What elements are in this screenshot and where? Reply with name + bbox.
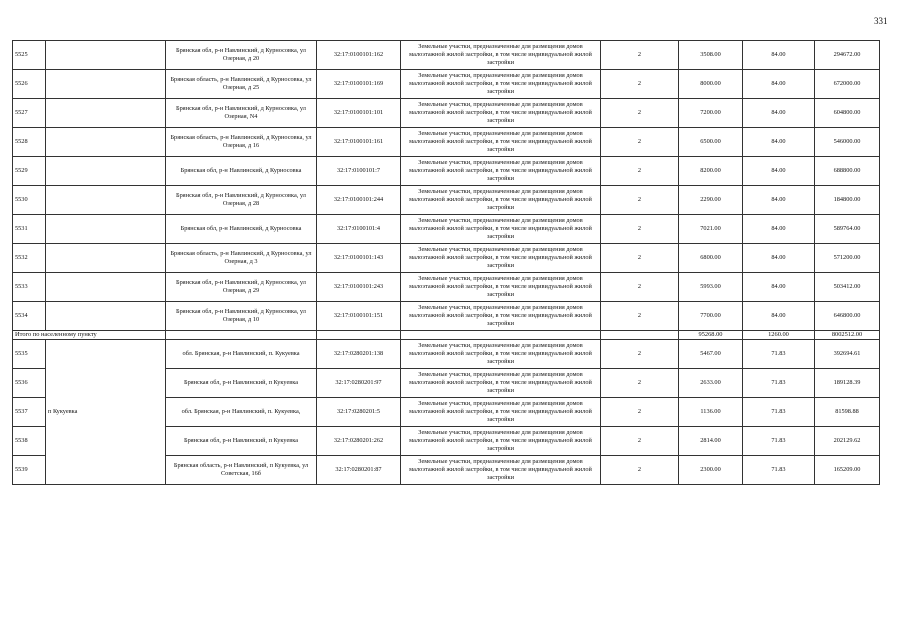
row-number: 5537 — [13, 398, 46, 427]
area-cell: 2633.00 — [679, 369, 743, 398]
cadastral-number: 32:17:0100101:161 — [317, 128, 401, 157]
rate-cell: 84.00 — [743, 186, 815, 215]
row-number: 5531 — [13, 215, 46, 244]
group-cell: 2 — [601, 398, 679, 427]
land-use-cell: Земельные участки, предназначенные для размещения домов малоэтажной жилой застройки, в том числе индивидуальной жилой застройки — [401, 244, 601, 273]
value-cell: 503412.00 — [815, 273, 880, 302]
settlement-cell — [46, 215, 166, 244]
row-number: 5539 — [13, 456, 46, 485]
settlement-cell — [46, 186, 166, 215]
value-cell: 165209.00 — [815, 456, 880, 485]
area-cell: 7700.00 — [679, 302, 743, 331]
row-number: 5526 — [13, 70, 46, 99]
rate-cell: 71.83 — [743, 340, 815, 369]
value-cell: 392694.61 — [815, 340, 880, 369]
land-use-cell: Земельные участки, предназначенные для размещения домов малоэтажной жилой застройки, в том числе индивидуальной жилой застройки — [401, 302, 601, 331]
table-row — [13, 99, 880, 128]
land-use-cell: Земельные участки, предназначенные для размещения домов малоэтажной жилой застройки, в том числе индивидуальной жилой застройки — [401, 456, 601, 485]
table-row — [13, 128, 880, 157]
table-body — [13, 41, 880, 485]
address-cell: Брянская область, р-н Навлинский, п Кукуевка, ул Советская, 16б — [166, 456, 317, 485]
cadastral-number: 32:17:0100101:162 — [317, 41, 401, 70]
address-cell: Брянская область, р-н Навлинский, д Курносовка, ул Озерная, д 16 — [166, 128, 317, 157]
value-cell: 202129.62 — [815, 427, 880, 456]
value-cell: 546000.00 — [815, 128, 880, 157]
row-number: 5527 — [13, 99, 46, 128]
rate-cell: 84.00 — [743, 273, 815, 302]
address-cell: Брянская обл, р-н Навлинский, п Кукуевка — [166, 369, 317, 398]
total-label: Итого по населенному пункту — [13, 331, 166, 340]
table-row — [13, 302, 880, 331]
group-cell: 2 — [601, 70, 679, 99]
cadastral-number: 32:17:0280201:262 — [317, 427, 401, 456]
cadastral-number: 32:17:0100101:169 — [317, 70, 401, 99]
area-cell: 1136.00 — [679, 398, 743, 427]
row-number: 5538 — [13, 427, 46, 456]
table-row — [13, 244, 880, 273]
area-cell: 6500.00 — [679, 128, 743, 157]
settlement-cell — [46, 128, 166, 157]
address-cell: Брянская обл, р-н Навлинский, д Курносовка, ул Озерная, N4 — [166, 99, 317, 128]
table-row — [13, 215, 880, 244]
value-cell: 81598.88 — [815, 398, 880, 427]
group-cell: 2 — [601, 215, 679, 244]
total-rate: 1260.00 — [743, 331, 815, 340]
group-cell: 2 — [601, 244, 679, 273]
rate-cell: 84.00 — [743, 244, 815, 273]
cadastral-number: 32:17:0100101:7 — [317, 157, 401, 186]
area-cell: 7021.00 — [679, 215, 743, 244]
area-cell: 2290.00 — [679, 186, 743, 215]
settlement-cell — [46, 244, 166, 273]
address-cell: Брянская область, р-н Навлинский, д Курносовка, ул Озерная, д 25 — [166, 70, 317, 99]
group-cell: 2 — [601, 41, 679, 70]
cadastral-number: 32:17:0100101:143 — [317, 244, 401, 273]
land-use-cell: Земельные участки, предназначенные для размещения домов малоэтажной жилой застройки, в том числе индивидуальной жилой застройки — [401, 369, 601, 398]
valuation-table — [12, 40, 880, 485]
cadastral-number: 32:17:0280201:97 — [317, 369, 401, 398]
rate-cell: 84.00 — [743, 70, 815, 99]
cadastral-number: 32:17:0280201:138 — [317, 340, 401, 369]
rate-cell: 84.00 — [743, 128, 815, 157]
row-number: 5534 — [13, 302, 46, 331]
area-cell: 8200.00 — [679, 157, 743, 186]
area-cell: 8000.00 — [679, 70, 743, 99]
land-use-cell: Земельные участки, предназначенные для размещения домов малоэтажной жилой застройки, в том числе индивидуальной жилой застройки — [401, 427, 601, 456]
total-value: 8002512.00 — [815, 331, 880, 340]
total-empty-group — [601, 331, 679, 340]
group-cell: 2 — [601, 302, 679, 331]
group-cell: 2 — [601, 186, 679, 215]
total-row — [13, 331, 880, 340]
table-row — [13, 273, 880, 302]
land-use-cell: Земельные участки, предназначенные для размещения домов малоэтажной жилой застройки, в том числе индивидуальной жилой застройки — [401, 41, 601, 70]
row-number: 5533 — [13, 273, 46, 302]
page-number: 331 — [874, 16, 888, 26]
value-cell: 688800.00 — [815, 157, 880, 186]
rate-cell: 71.83 — [743, 456, 815, 485]
address-cell: Брянская обл, р-н Навлинский, д Курносовка — [166, 215, 317, 244]
table-row — [13, 70, 880, 99]
cadastral-number: 32:17:0100101:151 — [317, 302, 401, 331]
row-number: 5536 — [13, 369, 46, 398]
group-cell: 2 — [601, 128, 679, 157]
table-row — [13, 157, 880, 186]
value-cell: 189128.39 — [815, 369, 880, 398]
address-cell: Брянская обл, р-н Навлинский, д Курносовка, ул Озерная, д 28 — [166, 186, 317, 215]
settlement-cell — [46, 157, 166, 186]
rate-cell: 71.83 — [743, 369, 815, 398]
group-cell: 2 — [601, 427, 679, 456]
address-cell: обл. Брянская, р-н Навлинский, п. Кукуевка, — [166, 398, 317, 427]
address-cell: Брянская обл, р-н Навлинский, д Курносовка, ул Озерная, д 10 — [166, 302, 317, 331]
settlement-cell — [46, 70, 166, 99]
table-row — [13, 41, 880, 70]
area-cell: 2814.00 — [679, 427, 743, 456]
address-cell: Брянская обл, р-н Навлинский, д Курносовка, ул Озерная, д 20 — [166, 41, 317, 70]
land-use-cell: Земельные участки, предназначенные для размещения домов малоэтажной жилой застройки, в том числе индивидуальной жилой застройки — [401, 186, 601, 215]
settlement-cell — [46, 41, 166, 70]
group-cell: 2 — [601, 369, 679, 398]
rate-cell: 84.00 — [743, 41, 815, 70]
land-use-cell: Земельные участки, предназначенные для размещения домов малоэтажной жилой застройки, в том числе индивидуальной жилой застройки — [401, 273, 601, 302]
area-cell: 3508.00 — [679, 41, 743, 70]
land-use-cell: Земельные участки, предназначенные для размещения домов малоэтажной жилой застройки, в том числе индивидуальной жилой застройки — [401, 128, 601, 157]
group-cell: 2 — [601, 340, 679, 369]
settlement-cell — [46, 302, 166, 331]
total-empty-address — [166, 331, 317, 340]
group-cell: 2 — [601, 99, 679, 128]
table-row — [13, 340, 880, 369]
row-number: 5530 — [13, 186, 46, 215]
cadastral-number: 32:17:0100101:243 — [317, 273, 401, 302]
cadastral-number: 32:17:0280201:87 — [317, 456, 401, 485]
value-cell: 646800.00 — [815, 302, 880, 331]
land-use-cell: Земельные участки, предназначенные для размещения домов малоэтажной жилой застройки, в том числе индивидуальной жилой застройки — [401, 340, 601, 369]
settlement-name: п Кукуевка — [46, 340, 166, 485]
value-cell: 294672.00 — [815, 41, 880, 70]
group-cell: 2 — [601, 456, 679, 485]
cadastral-number: 32:17:0280201:5 — [317, 398, 401, 427]
land-use-cell: Земельные участки, предназначенные для размещения домов малоэтажной жилой застройки, в том числе индивидуальной жилой застройки — [401, 99, 601, 128]
rate-cell: 84.00 — [743, 157, 815, 186]
land-use-cell: Земельные участки, предназначенные для размещения домов малоэтажной жилой застройки, в том числе индивидуальной жилой застройки — [401, 70, 601, 99]
area-cell: 6800.00 — [679, 244, 743, 273]
cadastral-number: 32:17:0100101:101 — [317, 99, 401, 128]
rate-cell: 71.83 — [743, 427, 815, 456]
value-cell: 571200.00 — [815, 244, 880, 273]
row-number: 5532 — [13, 244, 46, 273]
address-cell: Брянская обл, р-н Навлинский, д Курносовка, ул Озерная, д 29 — [166, 273, 317, 302]
row-number: 5528 — [13, 128, 46, 157]
area-cell: 5993.00 — [679, 273, 743, 302]
settlement-cell — [46, 273, 166, 302]
address-cell: Брянская обл, р-н Навлинский, п Кукуевка — [166, 427, 317, 456]
address-cell: обл. Брянская, р-н Навлинский, п. Кукуевка — [166, 340, 317, 369]
rate-cell: 84.00 — [743, 99, 815, 128]
value-cell: 589764.00 — [815, 215, 880, 244]
settlement-cell — [46, 99, 166, 128]
group-cell: 2 — [601, 273, 679, 302]
row-number: 5535 — [13, 340, 46, 369]
rate-cell: 84.00 — [743, 302, 815, 331]
table-row — [13, 186, 880, 215]
total-empty-use — [401, 331, 601, 340]
land-use-cell: Земельные участки, предназначенные для размещения домов малоэтажной жилой застройки, в том числе индивидуальной жилой застройки — [401, 157, 601, 186]
area-cell: 2300.00 — [679, 456, 743, 485]
rate-cell: 84.00 — [743, 215, 815, 244]
address-cell: Брянская область, р-н Навлинский, д Курносовка, ул Озерная, д 3 — [166, 244, 317, 273]
value-cell: 604800.00 — [815, 99, 880, 128]
total-area: 95268.00 — [679, 331, 743, 340]
area-cell: 7200.00 — [679, 99, 743, 128]
row-number: 5525 — [13, 41, 46, 70]
value-cell: 672000.00 — [815, 70, 880, 99]
total-empty-cadastral — [317, 331, 401, 340]
area-cell: 5467.00 — [679, 340, 743, 369]
rate-cell: 71.83 — [743, 398, 815, 427]
group-cell: 2 — [601, 157, 679, 186]
address-cell: Брянская обл, р-н Навлинский, д Курносовка — [166, 157, 317, 186]
value-cell: 184800.00 — [815, 186, 880, 215]
cadastral-number: 32:17:0100101:4 — [317, 215, 401, 244]
cadastral-number: 32:17:0100101:244 — [317, 186, 401, 215]
land-use-cell: Земельные участки, предназначенные для размещения домов малоэтажной жилой застройки, в том числе индивидуальной жилой застройки — [401, 398, 601, 427]
land-use-cell: Земельные участки, предназначенные для размещения домов малоэтажной жилой застройки, в том числе индивидуальной жилой застройки — [401, 215, 601, 244]
row-number: 5529 — [13, 157, 46, 186]
